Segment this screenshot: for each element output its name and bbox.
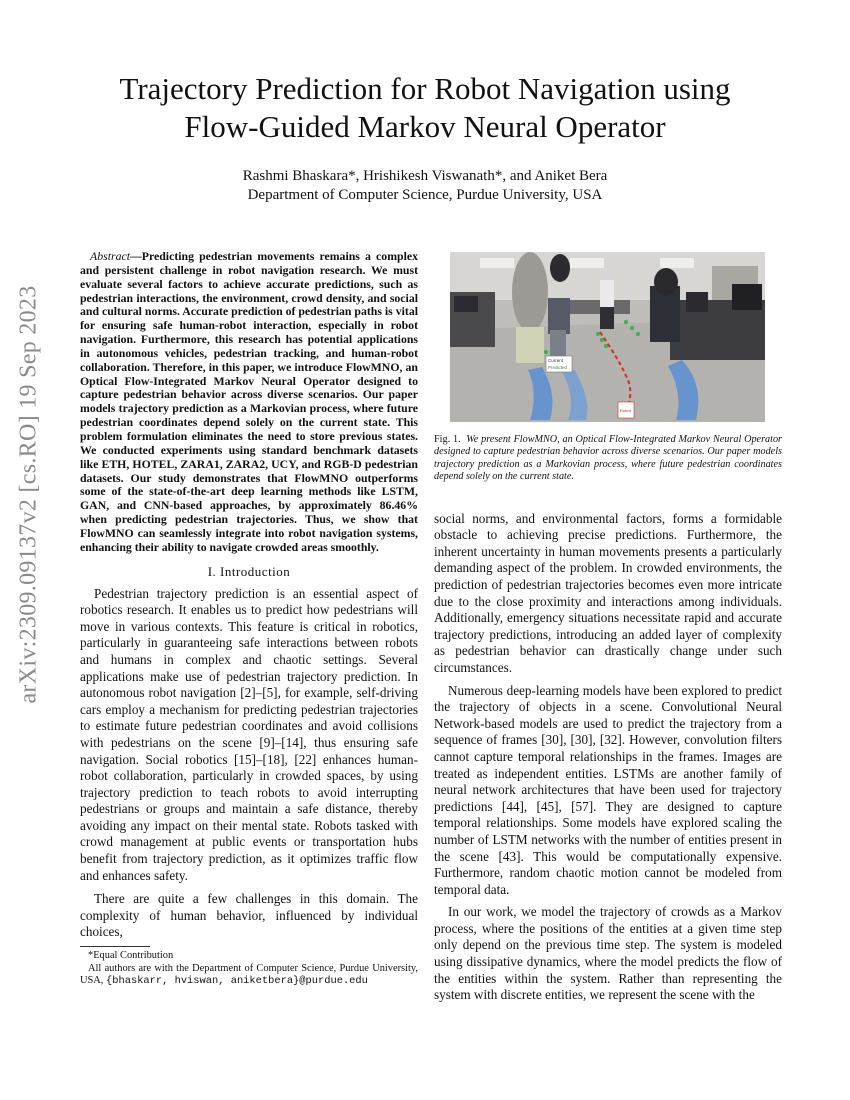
author-names: Rashmi Bhaskara*, Hrishikesh Viswanath*, and Aniket Bera <box>242 168 608 184</box>
section-heading-introduction: I. Introduction <box>207 563 291 579</box>
footnote-rule <box>80 946 150 947</box>
abstract-label: Abstract <box>90 249 130 263</box>
title-line-1: Trajectory Prediction for Robot Navigation using <box>119 71 731 106</box>
figure-1-image <box>450 252 765 422</box>
abstract <box>80 250 418 555</box>
footnotes <box>80 946 418 988</box>
paper-title <box>60 70 790 146</box>
figure-label-predicted: Predicted <box>548 365 568 370</box>
footnote-affiliation <box>80 963 418 988</box>
right-paragraph-1: social norms, and environmental factors, forms a formidable obstacle to achieving precise predictions. Furthermore, the inherent uncertainty in human movements presents a particularly demanding aspect of the problem. In crowded environments, the prediction of pedestrian trajectories becomes even more intricate due to the close proximity and interactions among individuals. Additionally, emergency situations necessitate rapid and accurate trajectory predictions, introducing an added layer of complexity as pedestrian behavior can drastically change under such circumstances. <box>434 510 782 675</box>
abstract-text: —Predicting pedestrian movements remains a complex and persistent challenge in robot navigation research. We must evaluate several factors to achieve accurate predictions, such as pedestrian interactions, the environment, crowd density, and social and cultural norms. Accurate prediction of pedestrian paths is vital for ensuring safe human-robot interaction, especially in robot navigation. Furthermore, this research has potential applications in autonomous vehicles, pedestrian tracking, and human-robot collaboration. Therefore, in this paper, we introduce FlowMNO, an Optical Flow-Integrated Markov Neural Operator designed to capture pedestrian behavior across diverse scenarios. Our paper models trajectory prediction as a Markovian process, where future pedestrian coordinates depend solely on the current state. This problem formulation eliminates the need to store previous states. We conducted experiments using standard benchmark datasets like ETH, HOTEL, ZARA1, ZARA2, UCY, and RGB-D pedestrian datasets. Our study demonstrates that FlowMNO outperforms some of the state-of-the-art deep learning methods like LSTM, GAN, and CNN-based approaches, by approximately 86.46% when predicting pedestrian trajectories. Thus, we show that FlowMNO can seamlessly integrate into robot navigation systems, enhancing their ability to navigate crowded areas smoothly. <box>80 249 418 554</box>
footnote-affiliation-text: All authors are with the Department of Computer Science, Purdue University, USA, <box>80 962 418 987</box>
figure-1-caption <box>434 434 782 484</box>
footnote-emails: {bhaskarr, hviswan, aniketbera}@purdue.edu <box>106 975 368 988</box>
right-column <box>434 252 782 1004</box>
right-paragraph-3: In our work, we model the trajectory of crowds as a Markov process, where the positions of the entities at a given time step only depend on the previous time step. The system is modeled using dissipative dynamics, where the model predicts the flow of the entities within the system. Rather than representing the system with discrete entities, we represent the scene with the <box>434 904 782 1003</box>
caption-text: We present FlowMNO, an Optical Flow-Integrated Markov Neural Operator designed to capture pedestrian behavior across diverse scenarios. Our paper models trajectory prediction as a Markovian process, where future pedestrian coordinates depend solely on the current state. <box>434 434 783 483</box>
caption-label: Fig. 1. <box>434 434 461 445</box>
footnote-equal-contribution: *Equal Contribution <box>88 950 174 961</box>
right-paragraph-2: Numerous deep-learning models have been explored to predict the trajectory of objects in a scene. Convolutional Neural Network-based models are used to predict the trajectory from a sequence of frames [30], [30], [32]. However, convolution filters cannot capture temporal relationships in the frames. Images are treated as independent entities. LSTMs are another family of neural network architectures that have been used for trajectory predictions [44], [45], [57]. They are designed to capture temporal relationships. Some models have explored scaling the number of LSTM networks with the number of entities present in the scene [43]. This would be computationally expensive. Furthermore, random chaotic motion cannot be modeled from temporal data. <box>434 682 782 897</box>
intro-paragraph-1: Pedestrian trajectory prediction is an essential aspect of robotics research. It enables us to predict how pedestrians will move in various contexts. This feature is critical in robotics, particularly in guaranteeing safe interactions between robots and humans in complex and chaotic settings. Several applications make use of pedestrian trajectory prediction. In autonomous robot navigation [2]–[5], for example, self-driving cars employ a mechanism for predicting pedestrian trajectories to estimate future pedestrian coordinates and avoid collisions with pedestrians on the scene [9]–[14], thus ensuring safe navigation. Social robotics [15]–[18], [22] enhances human-robot collaboration, particularly in crowded spaces, by using trajectory prediction to teach robots to avoid interrupting pedestrians or groups and maintain a safe distance, thereby avoiding any impact on their mental state. Robots tasked with crowd management at public events or transportation hubs benefit from trajectory prediction, as it optimizes traffic flow and enhances safety. <box>80 585 418 883</box>
figure-label-robot: Robot <box>620 408 631 413</box>
arxiv-sidebar-stamp <box>14 284 44 704</box>
intro-paragraph-2: There are quite a few challenges in this domain. The complexity of human behavior, influenced by individual choices, <box>80 891 418 940</box>
arxiv-identifier: arXiv:2309.09137v2 [cs.RO] 19 Sep 2023 <box>15 284 42 704</box>
author-affiliation: Department of Computer Science, Purdue University, USA <box>247 187 603 203</box>
lab-scene-illustration <box>450 252 765 422</box>
figure-label-current: Current <box>548 358 564 363</box>
right-column-text <box>434 511 782 1004</box>
title-line-2: Flow-Guided Markov Neural Operator <box>184 109 666 144</box>
author-block <box>60 167 790 205</box>
left-column <box>80 250 418 941</box>
